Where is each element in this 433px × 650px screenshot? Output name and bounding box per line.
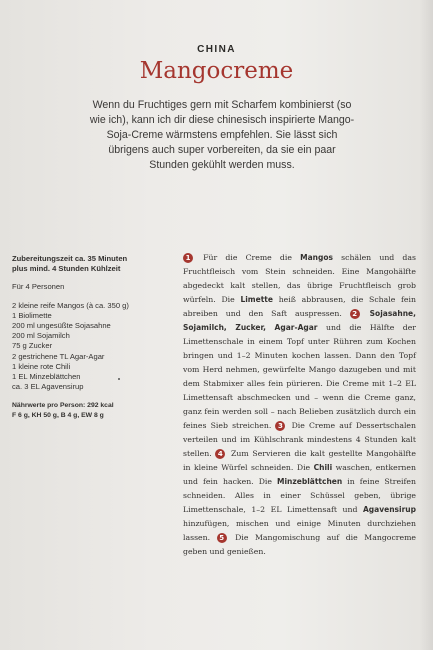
step-text: in feine Streifen schneiden. Alles in einer Schüssel geben, übrige Limettenschale, 1–2 EL Limettensaft und (183, 477, 416, 514)
nutrition-line: F 6 g, KH 50 g, B 4 g, EW 8 g (12, 411, 104, 419)
step-text: Die Creme auf Dessertschalen verteilen und im Kühlschrank mindestens 4 Stunden kalt stellen. (183, 421, 416, 458)
ingredient-item: 75 g Zucker (12, 341, 53, 351)
recipe-steps (183, 251, 416, 559)
prep-time (12, 254, 172, 274)
ingredient-item: 2 gestrichene TL Agar-Agar (12, 351, 105, 361)
prep-time-line: Zubereitungszeit ca. 35 Minuten (12, 254, 128, 263)
step-text: Zum Servieren die kalt gestellte Mangohälfte in kleine Würfel schneiden. Die (183, 449, 417, 472)
recipe-title: Mangocreme (139, 58, 294, 84)
step-text: Für die Creme die (203, 253, 301, 262)
step-number-badge: 2 (350, 309, 360, 319)
print-speck (118, 378, 120, 380)
step-number-badge: 3 (275, 421, 285, 431)
step-text: und die Hälfte der Limettenschale in einem Topf unter Rühren zum Kochen bringen und 1–2 Minuten kochen lassen. Dann den Topf vom Herd nehmen, gewürfelte Mango dazugeben und mit dem Stabmixer alles fein pürieren. Die Creme mit 1–2 EL Limettensaft abschmecken und – wenn die Creme ganz, ganz fein werden soll – nach Belieben zusätzlich durch ein feines Sieb streichen. (183, 323, 416, 430)
step-ingredient-highlight: Minzeblättchen (277, 477, 343, 486)
step-text: heiß abbrausen, die Schale fein abreiben und den Saft auspressen. (183, 295, 416, 318)
step-number-badge: 1 (183, 253, 193, 263)
ingredient-item: 1 kleine rote Chili (12, 361, 71, 371)
step-ingredient-highlight: Agavensirup (363, 505, 416, 514)
prep-time-line: plus mind. 4 Stunden Kühlzeit (12, 264, 121, 274)
step-number-badge: 4 (215, 449, 225, 459)
step-text: hinzufügen, mischen und einige Minuten durchziehen lassen. (183, 519, 416, 542)
ingredient-item: 200 ml Sojamilch (12, 331, 70, 341)
servings: Für 4 Personen (12, 282, 65, 292)
page-edge-shadow (419, 0, 433, 650)
ingredient-item: 2 kleine reife Mangos (à ca. 350 g) (12, 300, 129, 310)
ingredient-item: 1 EL Minzeblättchen (12, 372, 81, 382)
step-text: waschen, entkernen und fein hacken. Die (183, 463, 416, 486)
ingredient-item: ca. 3 EL Agavensirup (12, 382, 84, 392)
step-ingredient-highlight: Mangos (300, 253, 333, 262)
step-ingredient-highlight: Limette (240, 295, 273, 304)
step-ingredient-highlight: Sojasahne, Sojamilch, Zucker, Agar-Agar (183, 309, 416, 332)
recipe-sidebar (12, 254, 172, 420)
step-ingredient-highlight: Chili (313, 463, 333, 472)
nutrition-line: Nährwerte pro Person: 292 kcal (12, 402, 114, 410)
step-text: Die Mangomischung auf die Mangocreme geben und genießen. (183, 533, 417, 556)
ingredient-item: 200 ml ungesüßte Sojasahne (12, 321, 111, 331)
ingredient-item: 1 Biolimette (12, 310, 52, 320)
recipe-intro: Wenn du Fruchtiges gern mit Scharfem kombinierst (so wie ich), kann ich dir diese chinesisch inspirierte Mango-Soja-Creme wärmstens empfehlen. Sie lässt sich übrigens auch super vorbereiten, da sie ein paar Stunden gekühlt werden muss. (89, 99, 355, 171)
nutrition-info (12, 401, 172, 420)
step-number-badge: 5 (217, 533, 227, 543)
recipe-category: CHINA (197, 44, 236, 55)
ingredient-list (12, 301, 172, 393)
step-text: schälen und das Fruchtfleisch vom Stein schneiden. Eine Mangohälfte abgedeckt kalt stellen, das übrige Fruchtfleisch grob würfeln. Die (183, 253, 416, 304)
